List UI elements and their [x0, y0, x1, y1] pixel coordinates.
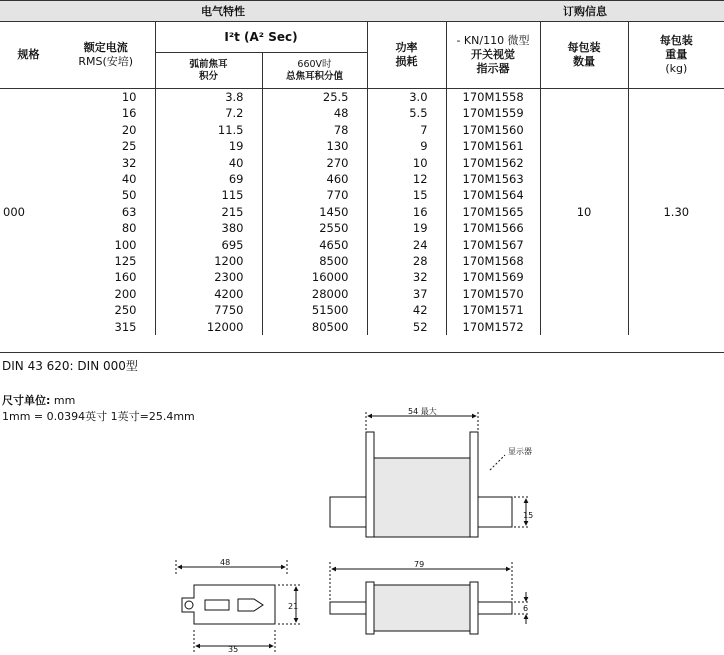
current-cell: 25 [121, 139, 137, 154]
total-i2t-cell: 8500 [262, 253, 367, 269]
arc-i2t-cell: 19 [155, 138, 262, 154]
part-number-cell: 170M1568 [446, 253, 540, 269]
arc-i2t-cell: 7.2 [155, 105, 262, 121]
part-number-cell: 170M1566 [446, 220, 540, 236]
total-i2t-cell: 130 [262, 138, 367, 154]
power-loss-cell: 7 [367, 122, 446, 138]
power-loss-cell: 12 [367, 171, 446, 187]
size-cell: 000 [3, 204, 25, 219]
arc-i2t-cell: 12000 [155, 319, 262, 335]
pack-weight-header: 每包装 重量 (kg) [628, 22, 724, 89]
power-loss-cell: 42 [367, 302, 446, 318]
arc-i2t-cell: 69 [155, 171, 262, 187]
part-number-cell: 170M1563 [446, 171, 540, 187]
part-number-cell: 170M1562 [446, 155, 540, 171]
power-loss-cell: 52 [367, 319, 446, 335]
power-loss-cell: 10 [367, 155, 446, 171]
power-loss-cell: 5.5 [367, 105, 446, 121]
part-number-cell: 170M1570 [446, 286, 540, 302]
arc-i2t-cell: 40 [155, 155, 262, 171]
total-i2t-cell: 460 [262, 171, 367, 187]
units-value: mm [53, 394, 76, 407]
arc-i2t-cell: 7750 [155, 302, 262, 318]
part-number-cell: 170M1572 [446, 319, 540, 335]
total-i2t-cell: 770 [262, 187, 367, 203]
arc-i2t-cell: 4200 [155, 286, 262, 302]
total-i2t-cell: 80500 [262, 319, 367, 335]
size-header: 规格 [0, 22, 57, 89]
arc-i2t-cell: 695 [155, 237, 262, 253]
pack-quantity-header: 每包装 数量 [540, 22, 628, 89]
arc-i2t-header: 弧前焦耳 积分 [155, 53, 262, 89]
total-i2t-cell: 25.5 [262, 89, 367, 106]
total-i2t-cell: 78 [262, 122, 367, 138]
part-number-cell: 170M1567 [446, 237, 540, 253]
power-loss-cell: 3.0 [367, 89, 446, 106]
units-conversion: 1mm = 0.0394英寸 1英寸=25.4mm [2, 410, 195, 423]
current-cell: 16 [121, 106, 137, 121]
total-i2t-cell: 2550 [262, 220, 367, 236]
arc-i2t-cell: 1200 [155, 253, 262, 269]
total-i2t-cell: 1450 [262, 204, 367, 220]
part-number-cell: 170M1559 [446, 105, 540, 121]
power-loss-cell: 9 [367, 138, 446, 154]
arc-i2t-cell: 215 [155, 204, 262, 220]
units-label: 尺寸单位: [2, 394, 51, 407]
power-loss-cell: 32 [367, 269, 446, 285]
dim-21-label: 21 [288, 602, 299, 611]
dim-48-label: 48 [220, 558, 231, 567]
i2t-header: I²t (A² Sec) [155, 22, 367, 53]
dim-35-label: 35 [228, 645, 239, 654]
total-i2t-cell: 51500 [262, 302, 367, 318]
part-number-cell: 170M1571 [446, 302, 540, 318]
din-standard-note: DIN 43 620: DIN 000型 [2, 359, 138, 373]
current-cell: 50 [121, 188, 137, 203]
dim-6-label: 6 [523, 604, 529, 613]
current-cell: 160 [114, 270, 137, 285]
arc-i2t-cell: 115 [155, 187, 262, 203]
current-cell: 63 [121, 204, 137, 219]
current-cell: 125 [114, 254, 137, 269]
part-number-cell: 170M1564 [446, 187, 540, 203]
current-cell: 100 [114, 237, 137, 252]
fuse-front-view [330, 412, 530, 537]
arc-i2t-cell: 11.5 [155, 122, 262, 138]
pack-quantity-cell: 10 [540, 89, 628, 336]
ordering-group-header: 订购信息 [446, 1, 724, 22]
arc-i2t-cell: 380 [155, 220, 262, 236]
dim-15-label: 15 [523, 511, 534, 520]
power-loss-cell: 19 [367, 220, 446, 236]
electrical-group-header: 电气特性 [0, 1, 446, 22]
current-cell: 250 [114, 303, 137, 318]
power-loss-cell: 28 [367, 253, 446, 269]
total-i2t-cell: 4650 [262, 237, 367, 253]
pack-weight-cell: 1.30 [628, 89, 724, 336]
part-number-cell: 170M1565 [446, 204, 540, 220]
power-loss-header: 功率 损耗 [367, 22, 446, 89]
dim-54-label: 54 最大 [408, 407, 437, 416]
current-cell: 200 [114, 286, 137, 301]
power-loss-cell: 37 [367, 286, 446, 302]
power-loss-cell: 15 [367, 187, 446, 203]
microswitch-indicator-header: - KN/110 微型 开关视觉 指示器 [446, 22, 540, 89]
total-i2t-cell: 16000 [262, 269, 367, 285]
total-i2t-header: 660V时 总焦耳积分值 [262, 53, 367, 89]
current-cell: 40 [121, 172, 137, 187]
total-i2t-cell: 270 [262, 155, 367, 171]
indicator-label: 显示器 [508, 447, 532, 456]
part-number-cell: 170M1560 [446, 122, 540, 138]
current-cell: 315 [114, 319, 137, 334]
arc-i2t-cell: 3.8 [155, 89, 262, 106]
current-cell: 80 [121, 221, 137, 236]
arc-i2t-cell: 2300 [155, 269, 262, 285]
rated-current-header: 额定电流 RMS(安培) [57, 22, 155, 89]
power-loss-cell: 24 [367, 237, 446, 253]
part-number-cell: 170M1561 [446, 138, 540, 154]
fuse-side-view [330, 562, 530, 634]
current-cell: 10 [121, 90, 137, 104]
power-loss-cell: 16 [367, 204, 446, 220]
current-cell: 20 [121, 122, 137, 137]
dim-79-label: 79 [414, 560, 425, 569]
current-cell: 32 [121, 155, 137, 170]
part-number-cell: 170M1558 [446, 89, 540, 106]
total-i2t-cell: 28000 [262, 286, 367, 302]
fuse-top-view [176, 560, 300, 652]
part-number-cell: 170M1569 [446, 269, 540, 285]
total-i2t-cell: 48 [262, 105, 367, 121]
